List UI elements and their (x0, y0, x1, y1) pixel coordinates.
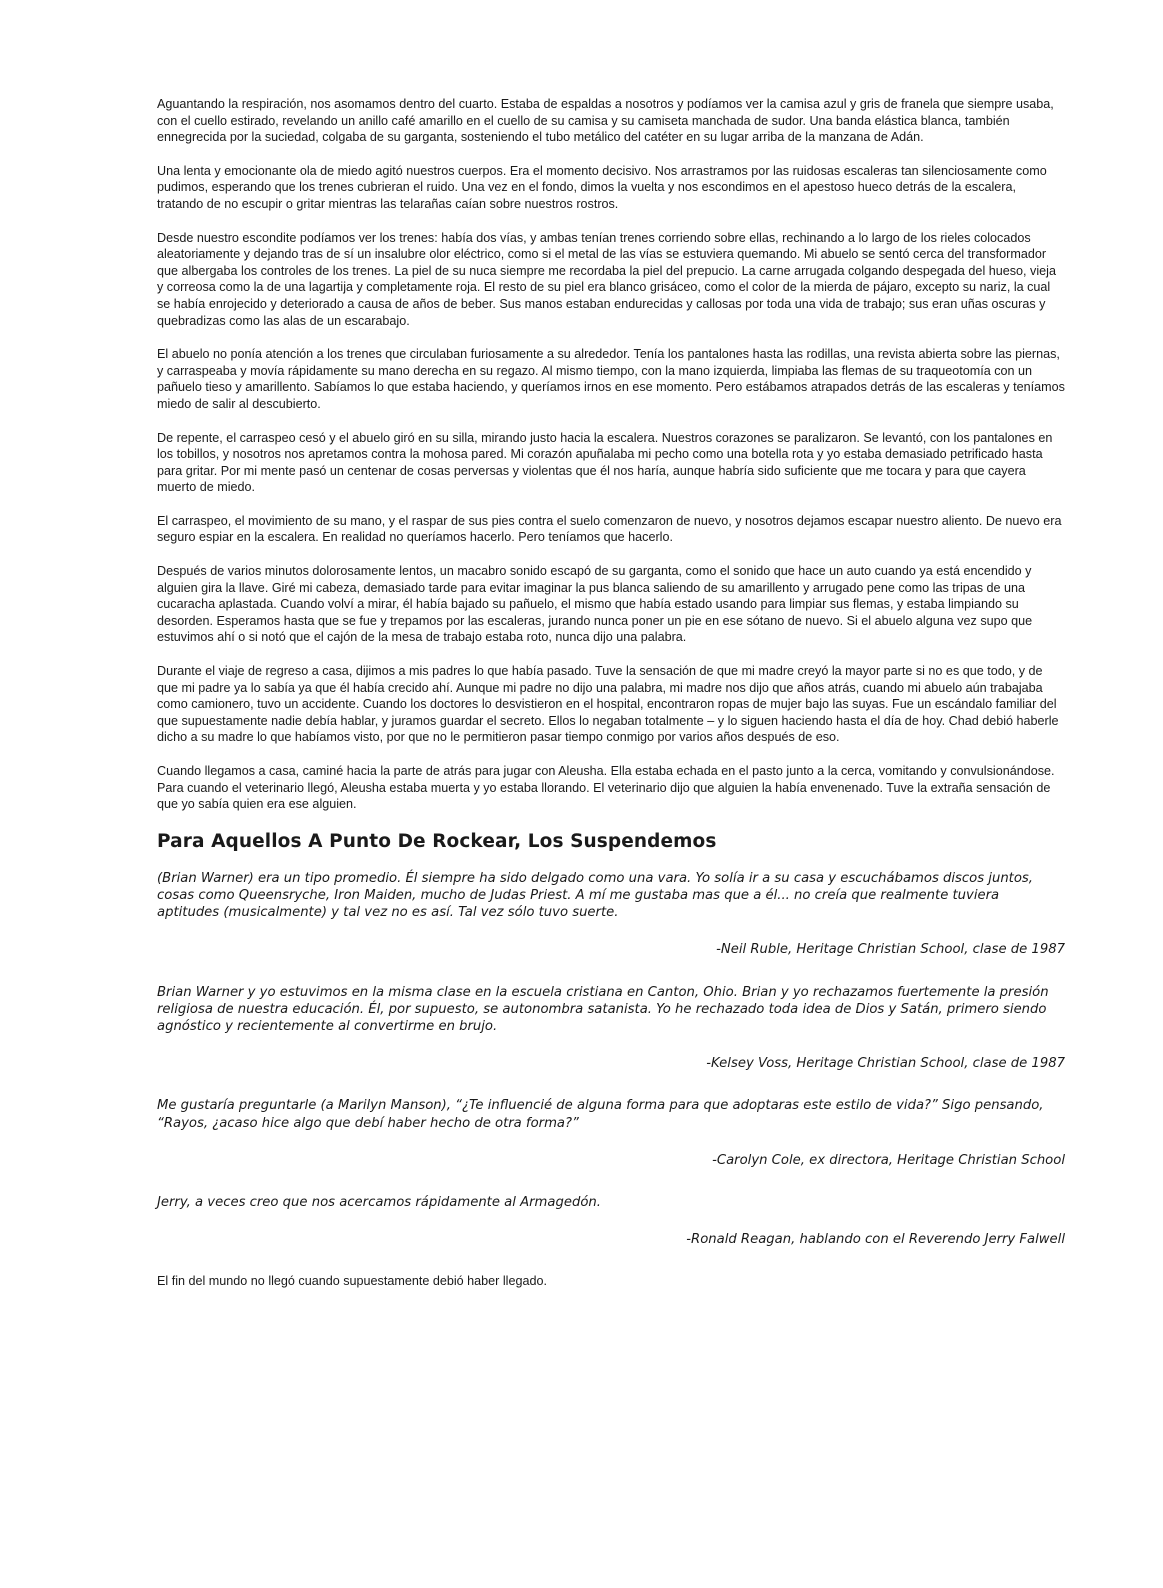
quote-attribution: -Neil Ruble, Heritage Christian School, clase de 1987 (716, 942, 1065, 958)
quote-text: Brian Warner y yo estuvimos en la misma clase en la escuela cristiana en Canton, Ohio. Brian y yo rechazamos fuertemente la presión religiosa de nuestra educación. Él, por supuesto, se autonombra satanista. Yo he rechazado toda idea de Dios y Satán, primero siendo agnóstico y recientemente al convertirme en brujo. (157, 984, 1049, 1034)
quote-text: Me gustaría preguntarle (a Marilyn Manson), “¿Te influencié de alguna forma para que adoptaras este estilo de vida?” Sigo pensando, “Rayos, ¿acaso hice algo que debí haber hecho de otra forma?” (157, 1098, 1044, 1131)
paragraph: Cuando llegamos a casa, caminé hacia la parte de atrás para jugar con Aleusha. Ella estaba echada en el pasto junto a la cerca, vomitando y convulsionándose. Para cuando el veterinario llegó, Aleusha estaba muerta y yo estaba llorando. El veterinario dijo que alguien la había envenenado. Tuve la extraña sensación de que yo sabía quien era ese alguien. (157, 764, 1055, 812)
paragraph: Desde nuestro escondite podíamos ver los trenes: había dos vías, y ambas tenían trenes corriendo sobre ellas, rechinando a lo largo de los rieles colocados aleatoriamente y dejando tras de sí un insalubre olor eléctrico, como si el metal de las vías se estuviera quemando. Mi abuelo se sentó cerca del transformador que albergaba los controles de los trenes. La piel de su nuca siempre me recordaba la piel del prepucio. La carne arrugada colgando despegada del hueso, vieja y correosa como la de una lagartija y completamente roja. El resto de su piel era blanco grisáceo, como el color de la mierda de pájaro, excepto su nariz, la cual se había enrojecido y deteriorado a causa de años de beber. Sus manos estaban endurecidas y callosas por toda una vida de trabajo; sus eran uñas oscuras y quebradizas como las alas de un escarabajo. (157, 230, 1056, 328)
quote-attribution: -Carolyn Cole, ex directora, Heritage Christian School (712, 1152, 1065, 1168)
section-title: Para Aquellos A Punto De Rockear, Los Suspendemos (157, 830, 717, 852)
paragraph: El carraspeo, el movimiento de su mano, y el raspar de sus pies contra el suelo comenzaron de nuevo, y nosotros dejamos escapar nuestro aliento. De nuevo era seguro espiar en la escalera. En realidad no queríamos hacerlo. Pero teníamos que hacerlo. (157, 513, 1062, 545)
document-page (157, 96, 1065, 1303)
paragraph: De repente, el carraspeo cesó y el abuelo giró en su silla, mirando justo hacia la escalera. Nuestros corazones se paralizaron. Se levantó, con los pantalones en los tobillos, y nosotros nos apretamos contra la mohosa pared. Mi corazón apuñalaba mi pecho como una botella rota y yo estaba demasiado petrificado hasta para gritar. Por mi mente pasó un centenar de cosas perversas y violentas que él nos haría, aunque habría sido suficiente que me tocara y para que cayera muerto de miedo. (157, 430, 1053, 495)
paragraph: Después de varios minutos dolorosamente lentos, un macabro sonido escapó de su garganta, como el sonido que hace un auto cuando ya está encendido y alguien gira la llave. Giré mi cabeza, demasiado tarde para evitar imaginar la pus blanca saliendo de su amarillento y arrugado pene como las tripas de una cucaracha aplastada. Cuando volví a mirar, él había bajado su pañuelo, el mismo que había estado usando para limpiar sus flemas, y estaba limpiando su desorden. Esperamos hasta que se fue y trepamos por las escaleras, jurando nunca poner un pie en ese sótano de nuevo. Si el abuelo alguna vez supo que estuvimos ahí o si notó que el cajón de la mesa de trabajo estaba roto, nunca dijo una palabra. (157, 564, 1033, 645)
quote-attribution: -Ronald Reagan, hablando con el Reverendo Jerry Falwell (686, 1232, 1065, 1248)
paragraph: Aguantando la respiración, nos asomamos dentro del cuarto. Estaba de espaldas a nosotros y podíamos ver la camisa azul y gris de franela que siempre usaba, con el cuello estirado, revelando un anillo café amarillo en el cuello de su camisa y su camiseta manchada de sudor. Una banda elástica blanca, también ennegrecida por la suciedad, colgaba de su garganta, sosteniendo el tubo metálico del catéter en su lugar arriba de la manzana de Adán. (157, 97, 1054, 145)
quote-text: (Brian Warner) era un tipo promedio. Él siempre ha sido delgado como una vara. Yo solía ir a su casa y escuchábamos discos juntos, cosas como Queensryche, Iron Maiden, mucho de Judas Priest. A mí me gustaba mas que a él... no creía que realmente tuviera aptitudes (musicalmente) y tal vez no es así. Tal vez sólo tuvo suerte. (157, 870, 1033, 921)
closing-line: El fin del mundo no llegó cuando supuestamente debió haber llegado. (157, 1274, 547, 1289)
paragraph: Una lenta y emocionante ola de miedo agitó nuestros cuerpos. Era el momento decisivo. Nos arrastramos por las ruidosas escaleras tan silenciosamente como pudimos, esperando que los trenes cubrieran el ruido. Una vez en el fondo, dimos la vuelta y nos escondimos en el apestoso hueco detrás de la escalera, tratando de no escupir o gritar mientras las telarañas caían sobre nuestros rostros. (157, 163, 1047, 211)
paragraph: Durante el viaje de regreso a casa, dijimos a mis padres lo que había pasado. Tuve la sensación de que mi madre creyó la mayor parte si no es que todo, y de que mi padre ya lo sabía ya que él había crecido ahí. Aunque mi padre no dijo una palabra, mi madre nos dijo que años atrás, cuando mi abuelo aún trabajaba como camionero, tuvo un accidente. Cuando los doctores lo desvistieron en el hospital, encontraron ropas de mujer bajo las suyas. Fue un escándalo familiar del que supuestamente nadie debía hablar, y juramos guardar el secreto. Ellos lo negaban totalmente – y lo siguen haciendo hasta el día de hoy. Chad debió haberle dicho a su madre lo que habíamos visto, por que no le permitieron pasar tiempo conmigo por varios años después de eso. (157, 664, 1059, 745)
paragraph: El abuelo no ponía atención a los trenes que circulaban furiosamente a su alrededor. Tenía los pantalones hasta las rodillas, una revista abierta sobre las piernas, y carraspeaba y movía rápidamente su mano derecha en su regazo. Al mismo tiempo, con la mano izquierda, limpiaba las flemas de su traqueotomía con un pañuelo tieso y amarillento. Sabíamos lo que estaba haciendo, y queríamos irnos en ese momento. Pero estábamos atrapados detrás de las escaleras y teníamos miedo de salir al descubierto. (157, 347, 1065, 411)
quote-text: Jerry, a veces creo que nos acercamos rápidamente al Armagedón. (157, 1195, 601, 1211)
quote-attribution: -Kelsey Voss, Heritage Christian School, clase de 1987 (706, 1056, 1065, 1072)
